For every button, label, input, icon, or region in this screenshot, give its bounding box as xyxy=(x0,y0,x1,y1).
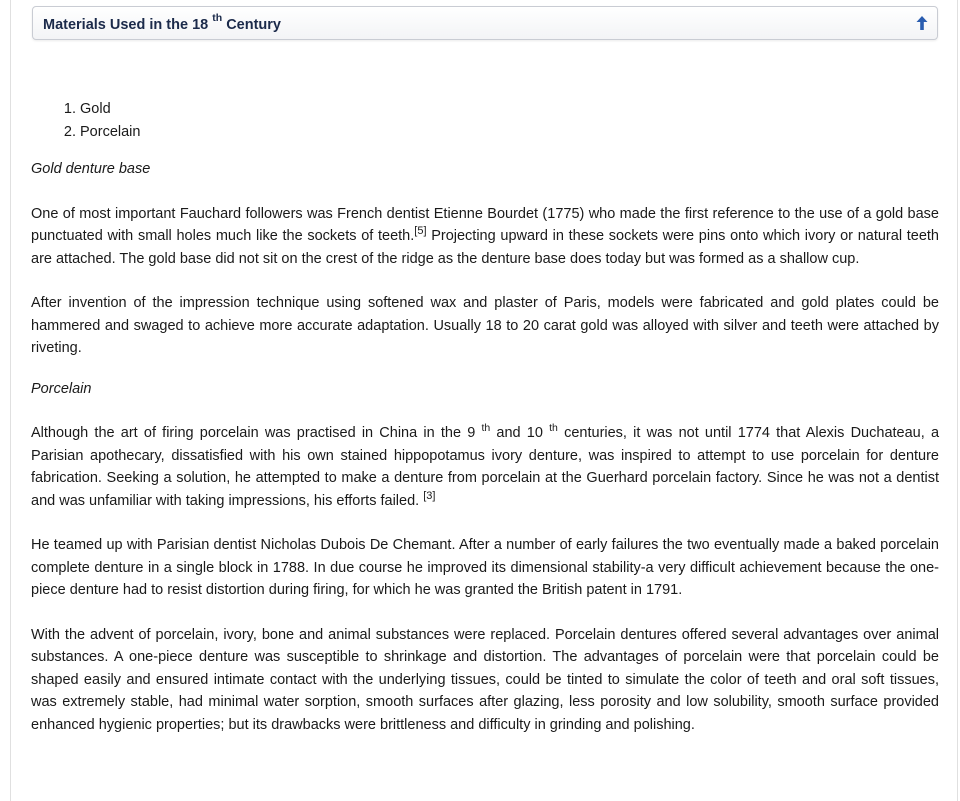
materials-list xyxy=(31,98,939,144)
gold-heading: Gold denture base xyxy=(31,161,151,177)
porcelain-heading: Porcelain xyxy=(31,380,92,397)
porcelain-paragraph-2: He teamed up with Parisian dentist Nicholas Dubois De Chemant. After a number of early failures the two eventually made a baked porcelain complete denture in a single block in 1788. In due course he improved its dimensional stability-a very difficult achievement because the one-piece denture had to resist distortion during firing, for which he was granted the British patent in 1791. xyxy=(31,537,939,598)
ordinal-sup: th xyxy=(549,422,558,435)
article-content xyxy=(31,98,939,758)
porcelain-paragraph-1 xyxy=(31,422,939,512)
section-title-sup: th xyxy=(212,12,223,25)
citation-ref[interactable]: [3] xyxy=(423,489,436,502)
gold-paragraph-1 xyxy=(31,203,939,271)
section-title-text-end: Century xyxy=(226,17,281,33)
section-title xyxy=(43,12,281,33)
ordinal-sup: th xyxy=(481,422,491,435)
section-title-text: Materials Used in the 18 xyxy=(43,17,209,33)
gold-paragraph-2: After invention of the impression technique using softened wax and plaster of Paris, models were fabricated and gold plates could be hammered and swaged to achieve more accurate adaptation. Usually 18 to 20 carat gold was alloyed with silver and teeth were attached by riveting. xyxy=(31,295,939,356)
paragraph-text: and 10 xyxy=(490,425,543,441)
paragraph-text: One of most important Fauchard followers was French dentist Etienne Bourdet (1775) who made the first reference to the use of a gold base punctuated with small holes much like the sockets of teeth. xyxy=(31,205,939,244)
list-item: 1. Gold xyxy=(80,98,939,121)
arrow-up-icon[interactable] xyxy=(915,15,929,31)
paragraph-text: Projecting upward in these sockets were pins onto which ivory or natural teeth are attached. The gold base did not sit on the crest of the ridge as the denture base does today but was formed as a shallow cup. xyxy=(31,228,939,267)
citation-ref[interactable]: [5] xyxy=(414,225,427,238)
porcelain-paragraph-3: With the advent of porcelain, ivory, bone and animal substances were replaced. Porcelain dentures offered several advantages over animal substances. A one-piece denture was susceptible to shrinkage and distortion. The advantages of porcelain were that porcelain could be shaped easily and ensured intimate contact with the underlying tissues, could be tinted to simulate the color of teeth and oral soft tissues, was extremely stable, had minimal water sorption, smooth surfaces after glazing, less porosity and low solubility, smooth surface provided enhanced hygienic properties; but its drawbacks were brittleness and difficulty in grinding and polishing. xyxy=(31,626,939,733)
paragraph-text: Although the art of firing porcelain was practised in China in the 9 xyxy=(31,425,476,441)
section-header[interactable] xyxy=(32,6,938,40)
list-item: 2. Porcelain xyxy=(80,121,939,144)
paragraph-text: centuries, it was not until 1774 that Alexis Duchateau, a Parisian apothecary, dissatisfied with his own stained hippopotamus ivory denture, was inspired to attempt to use porcelain for denture fabrication. Seeking a solution, he attempted to make a denture from porcelain at the Guerhard porcelain factory. Since he was not a dentist and was unfamiliar with taking impressions, his efforts failed. xyxy=(31,425,940,509)
